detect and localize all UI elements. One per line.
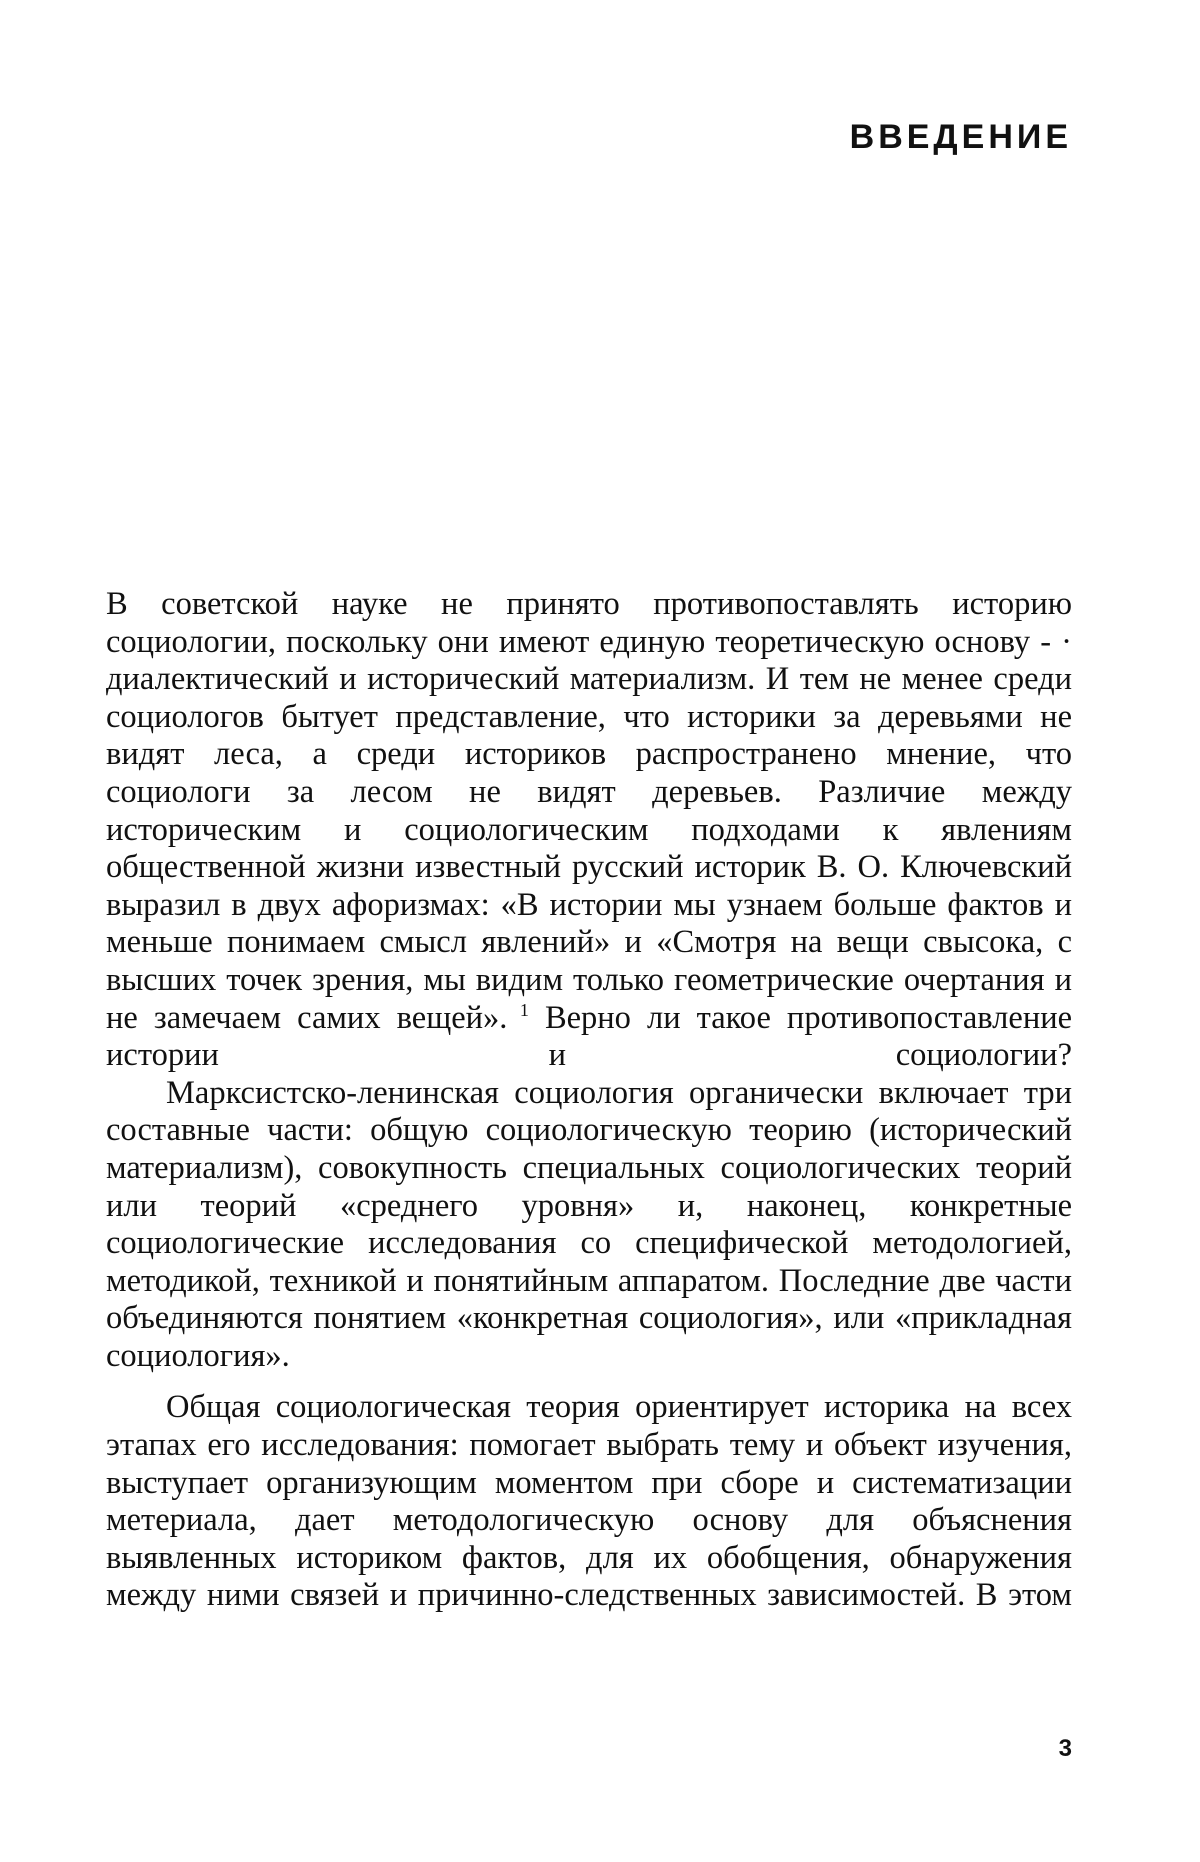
paragraph-3: Общая социологическая теория ориентирует историка на всех этапах его исследования: помогает выбрать тему и объект изучения, выступает организующим моментом при сборе и систематизации метериала, дает методологическую основу для объяснения выявленных историком фактов, для их обобщения, обнаружения между ними связей и причинно-следственных зависимостей. В этом bbox=[106, 1389, 1072, 1614]
page-number: 3 bbox=[1058, 1735, 1072, 1762]
chapter-title: ВВЕДЕНИЕ bbox=[849, 118, 1072, 156]
paragraph-1-text: В советской науке не принято противопоставлять историю социологии, поскольку они имеют единую теоретическую основу - · диалектический и исторический материализм. И тем не менее среди социологов бытует представление, что историки за деревьями не видят леса, а среди историков распространено мнение, что социологи за лесом не видят деревьев. Различие между историческим и социологическим подходами к явлениям общественной жизни известный русский историк В. О. Ключевский выразил в двух афоризмах: «В истории мы узнаем больше фактов и меньше понимаем смысл явлений» и «Смотря на вещи свысока, с высших точек зрения, мы видим только геометрические очертания и не замечаем самих вещей». bbox=[106, 586, 1072, 1036]
paragraph-2: Марксистско-ленинская социология органически включает три составные части: общую социологическую теорию (исторический материализм), совокупность специальных социологических теорий или теорий «среднего уровня» и, наконец, конкретные социологические исследования со специфической методологией, методикой, техникой и понятийным аппаратом. Последние две части объединяются понятием «конкретная социология», или «прикладная социология». bbox=[106, 1074, 1072, 1374]
paragraph-1-text-end: Верно ли такое противопоставление истории и социологии? bbox=[106, 999, 1073, 1074]
paragraph-1 bbox=[106, 586, 1072, 1075]
footnote-marker: 1 bbox=[519, 999, 529, 1020]
body-text bbox=[106, 586, 1072, 1615]
